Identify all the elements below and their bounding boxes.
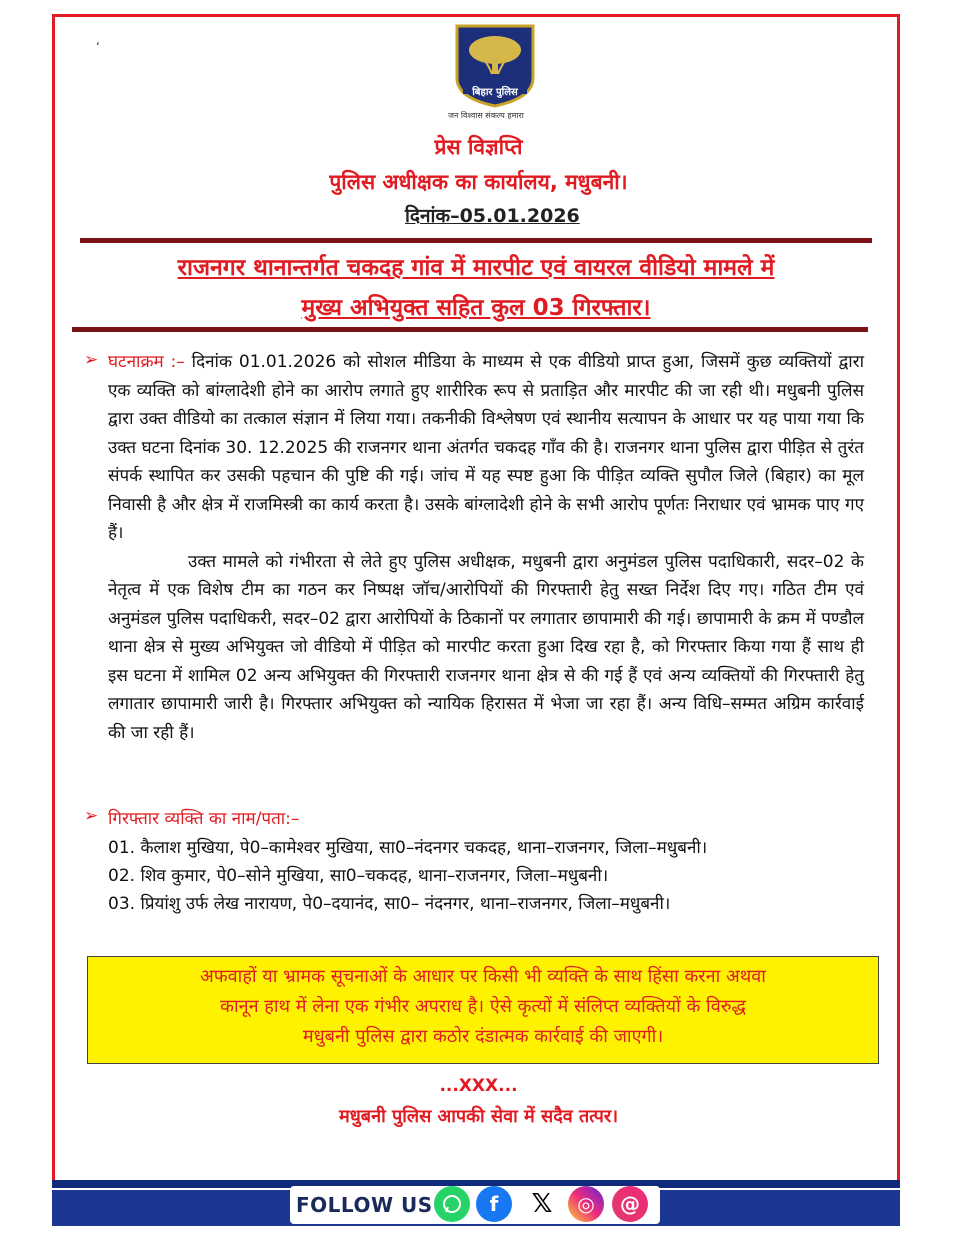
- warning-box: [87, 956, 879, 1064]
- headline: [70, 248, 882, 328]
- list-item: 03. प्रियांशु उर्फ लेख नारायण, पे0–दयानंद, सा0– नंदनगर, थाना–राजनगर, जिला–मधुबनी।: [108, 894, 671, 914]
- headline-line-2: मुख्य अभियुक्त सहित कुल 03 गिरफ्तार।: [301, 295, 651, 321]
- body-text: [108, 348, 864, 747]
- release-date: दिनांक–05.01.2026: [405, 205, 580, 227]
- motto: जन विश्वास संकल्प हमारा: [448, 111, 524, 120]
- instagram-icon[interactable]: ◎: [568, 1186, 604, 1222]
- headline-line-1: राजनगर थानान्तर्गत चकदह गांव में मारपीट एवं वायरल वीडियो मामले में: [177, 255, 775, 281]
- stray-mark: ‘: [96, 40, 100, 54]
- bihar-police-logo: [440, 22, 550, 108]
- incident-label: घटनाक्रम :–: [108, 352, 185, 372]
- facebook-icon[interactable]: f: [476, 1186, 512, 1222]
- accused-list: [108, 834, 888, 918]
- list-item: 02. शिव कुमार, पे0–सोने मुखिया, सा0–चकदह, थाना–राजनगर, जिला–मधुबनी।: [108, 866, 609, 886]
- warning-line-1: अफवाहों या भ्रामक सूचनाओं के आधार पर किसी भी व्यक्ति के साथ हिंसा करना अथवा: [200, 966, 766, 987]
- warning-line-3: मधुबनी पुलिस द्वारा कठोर दंडात्मक कार्रवाई की जाएगी।: [302, 1026, 664, 1047]
- incident-paragraph: [108, 348, 864, 548]
- action-paragraph: उक्त मामले को गंभीरता से लेते हुए पुलिस अधीक्षक, मधुबनी द्वारा अनुमंडल पुलिस पदाधिकारी, सदर–02 के नेतृत्व में एक विशेष टीम का गठन कर निष्पक्ष जॉच/आरोपियों की गिरफ्तारी हेतु सख्त निर्देश दिए गए। गठित टीम एवं अनुमंडल पुलिस पदाधिकरी, सदर–02 द्वारा आरोपियों के ठिकानों पर लगातार छापामारी की गई। छापामारी के क्रम में पण्डौल थाना क्षेत्र से मुख्य अभियुक्त जो वीडियो में पीड़ित को मारपीट करता हुआ दिख रहा है, को गिरफ्तार किया गया हैं साथ ही इस घटना में शामिल 02 अन्य अभियुक्त की गिरफ्तारी राजनगर थाना क्षेत्र से की गई हैं एवं अन्य व्यक्तियों की गिरफ्तारी हेतु लगातार छापामारी जारी है। गिरफ्तार अभियुक्त को न्यायिक हिरासत में भेजा जा रहा हैं। अन्य विधि–सम्मत अग्रिम कार्रवाई की जा रही हैं।: [108, 551, 864, 743]
- incident-text: दिनांक 01.01.2026 को सोशल मीडिया के माध्यम से एक वीडियो प्राप्त हुआ, जिसमें कुछ व्यक्तियों द्वारा एक व्यक्ति को बांग्लादेशी होने का आरोप लगाते हुए शारीरिक रूप से प्रताड़ित और मारपीट की जा रही थी। मधुबनी पुलिस द्वारा उक्त वीडियो का तत्काल संज्ञान में लिया गया। तकनीकी विश्लेषण एवं स्थानीय सत्यापन के आधार पर यह पाया गया कि उक्त घटना दिनांक 30. 12.2025 की राजनगर थाना अंतर्गत चकदह गाँव की है। राजनगर थाना पुलिस द्वारा पीड़ित से तुरंत संपर्क स्थापित कर उसकी पहचान की पुष्टि की गई। जांच में यह स्पष्ट हुआ कि पीड़ित व्यक्ति सुपौल जिले (बिहार) का मूल निवासी है और क्षेत्र में राजमिस्त्री का कार्य करता है। उसके बांग्लादेशी होने के सभी आरोप पूर्णतः निराधार एवं भ्रामक पाए गए हैं।: [108, 352, 864, 543]
- press-release-title: प्रेस विज्ञप्ति: [434, 135, 523, 159]
- tagline: मधुबनी पुलिस आपकी सेवा में सदैव तत्पर।: [338, 1106, 619, 1127]
- list-item: 01. कैलाश मुखिया, पे0–कामेश्वर मुखिया, सा0–नंदनगर चकदह, थाना–राजनगर, जिला–मधुबनी।: [108, 838, 708, 858]
- warning-line-2: कानून हाथ में लेना एक गंभीर अपराध है। ऐसे कृत्यों में संलिप्त व्यक्तियों के विरुद्ध: [220, 996, 746, 1017]
- bullet-arrow-icon: ➢: [84, 806, 99, 826]
- office-name: पुलिस अधीक्षक का कार्यालय, मधुबनी।: [329, 170, 628, 194]
- headline-rule-top: [80, 238, 872, 243]
- threads-icon[interactable]: @: [612, 1186, 648, 1222]
- follow-us-label: FOLLOW US: [296, 1193, 433, 1217]
- logo-text: बिहार पुलिस: [472, 87, 518, 98]
- whatsapp-icon[interactable]: [434, 1186, 470, 1222]
- x-icon[interactable]: 𝕏: [524, 1186, 560, 1222]
- end-marker: ...XXX...: [439, 1076, 518, 1096]
- headline-rule-bottom: [72, 327, 868, 332]
- bullet-arrow-icon: ➢: [84, 350, 99, 370]
- arrested-label: गिरफ्तार व्यक्ति का नाम/पता:–: [108, 809, 300, 829]
